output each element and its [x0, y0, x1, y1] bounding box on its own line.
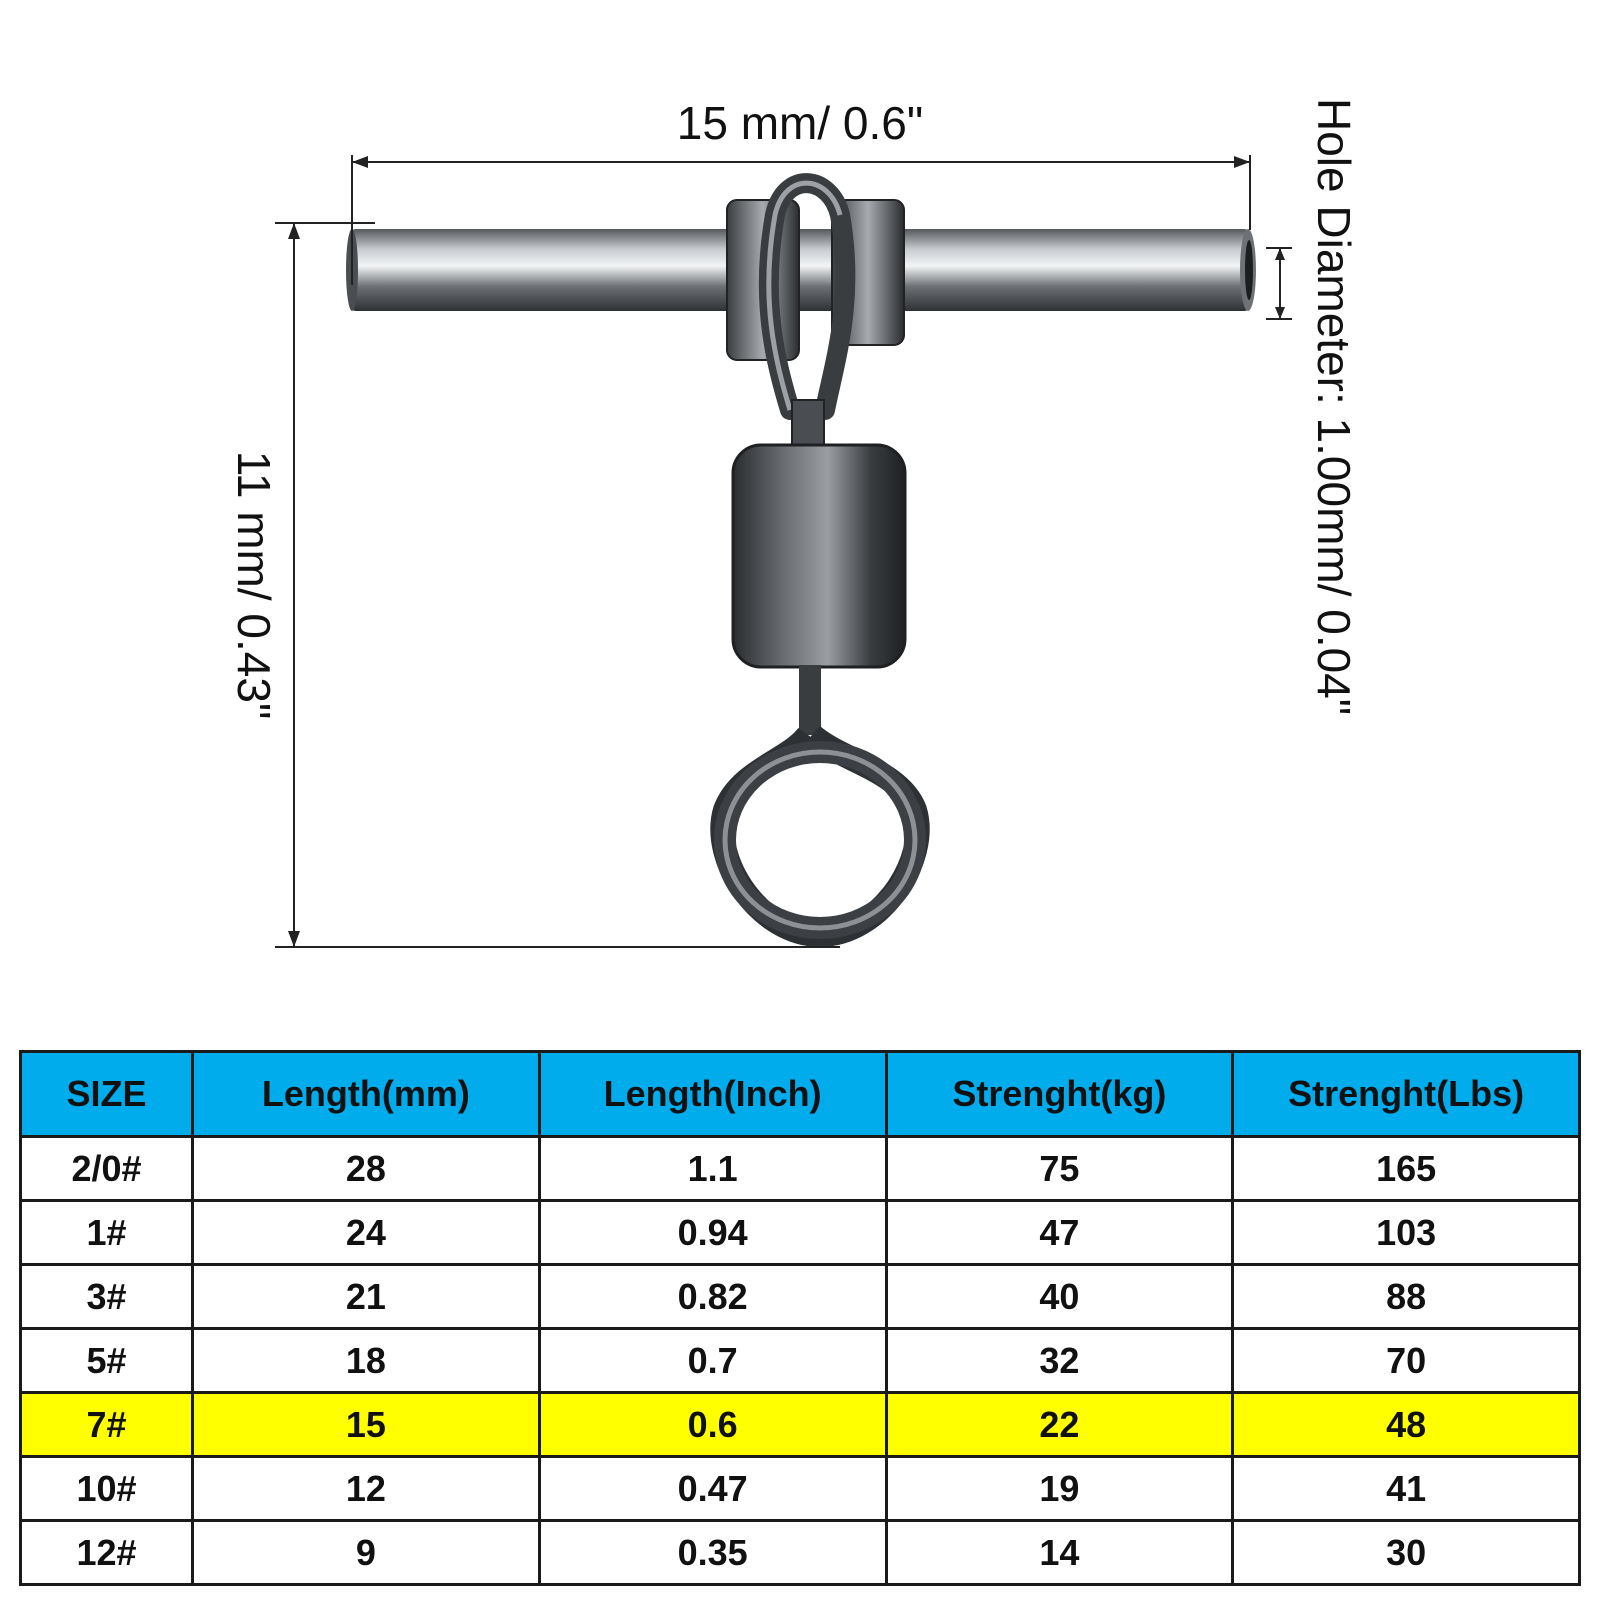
table-cell-length-mm: 24: [193, 1201, 540, 1265]
table-row: [21, 1265, 1580, 1329]
table-cell-strength-lbs: 165: [1233, 1137, 1580, 1201]
table-cell-length-mm: 12: [193, 1457, 540, 1521]
table-cell-strength-kg: 14: [886, 1521, 1233, 1585]
table-cell-length-mm: 28: [193, 1137, 540, 1201]
table-cell-size: 12#: [21, 1521, 193, 1585]
table-cell-strength-lbs: 103: [1233, 1201, 1580, 1265]
table-cell-size: 1#: [21, 1201, 193, 1265]
height-arrow-top: [288, 223, 300, 239]
table-cell-strength-kg: 32: [886, 1329, 1233, 1393]
column-header-size: SIZE: [21, 1052, 193, 1137]
table-cell-length-inch: 0.94: [539, 1201, 886, 1265]
table-cell-strength-lbs: 48: [1233, 1393, 1580, 1457]
column-header-length-inch: Length(Inch): [539, 1052, 886, 1137]
table-cell-strength-kg: 19: [886, 1457, 1233, 1521]
table-row: [21, 1457, 1580, 1521]
table-cell-strength-kg: 40: [886, 1265, 1233, 1329]
table-cell-length-inch: 0.47: [539, 1457, 886, 1521]
table-cell-size: 7#: [21, 1393, 193, 1457]
column-header-strength-kg: Strenght(kg): [886, 1052, 1233, 1137]
table-row: [21, 1329, 1580, 1393]
table-cell-length-inch: 1.1: [539, 1137, 886, 1201]
table-cell-length-inch: 0.35: [539, 1521, 886, 1585]
spec-table: [19, 1050, 1581, 1586]
height-label: 11 mm/ 0.43": [228, 450, 280, 720]
table-body: [21, 1137, 1580, 1585]
hole-arrow-bottom: [1275, 307, 1285, 319]
table-cell-size: 5#: [21, 1329, 193, 1393]
hole-dimension: [1266, 98, 1360, 715]
table-cell-size: 10#: [21, 1457, 193, 1521]
table-cell-length-mm: 15: [193, 1393, 540, 1457]
table-cell-length-inch: 0.7: [539, 1329, 886, 1393]
swivel-image: [346, 183, 1256, 935]
table-cell-length-mm: 21: [193, 1265, 540, 1329]
width-label: 15 mm/ 0.6": [676, 97, 924, 149]
table-cell-length-inch: 0.82: [539, 1265, 886, 1329]
table-row: [21, 1393, 1580, 1457]
table-cell-strength-lbs: 70: [1233, 1329, 1580, 1393]
table-cell-size: 3#: [21, 1265, 193, 1329]
table-cell-length-mm: 18: [193, 1329, 540, 1393]
width-arrow-right: [1234, 156, 1250, 168]
table-cell-strength-lbs: 30: [1233, 1521, 1580, 1585]
table-cell-strength-kg: 47: [886, 1201, 1233, 1265]
column-header-length-mm: Length(mm): [193, 1052, 540, 1137]
table-row: [21, 1521, 1580, 1585]
table-cell-strength-lbs: 41: [1233, 1457, 1580, 1521]
table-cell-length-mm: 9: [193, 1521, 540, 1585]
tube-hole: [1245, 240, 1253, 300]
table-row: [21, 1201, 1580, 1265]
table-cell-strength-kg: 75: [886, 1137, 1233, 1201]
height-arrow-bottom: [288, 931, 300, 947]
table-cell-strength-lbs: 88: [1233, 1265, 1580, 1329]
table-header-row: [21, 1052, 1580, 1137]
column-header-strength-lbs: Strenght(Lbs): [1233, 1052, 1580, 1137]
hole-arrow-top: [1275, 248, 1285, 260]
width-arrow-left: [352, 156, 368, 168]
table-row: [21, 1137, 1580, 1201]
table-cell-length-inch: 0.6: [539, 1393, 886, 1457]
barrel: [733, 445, 905, 667]
table-cell-size: 2/0#: [21, 1137, 193, 1201]
table-cell-strength-kg: 22: [886, 1393, 1233, 1457]
hole-label: Hole Diameter: 1.00mm/ 0.04": [1308, 98, 1360, 716]
